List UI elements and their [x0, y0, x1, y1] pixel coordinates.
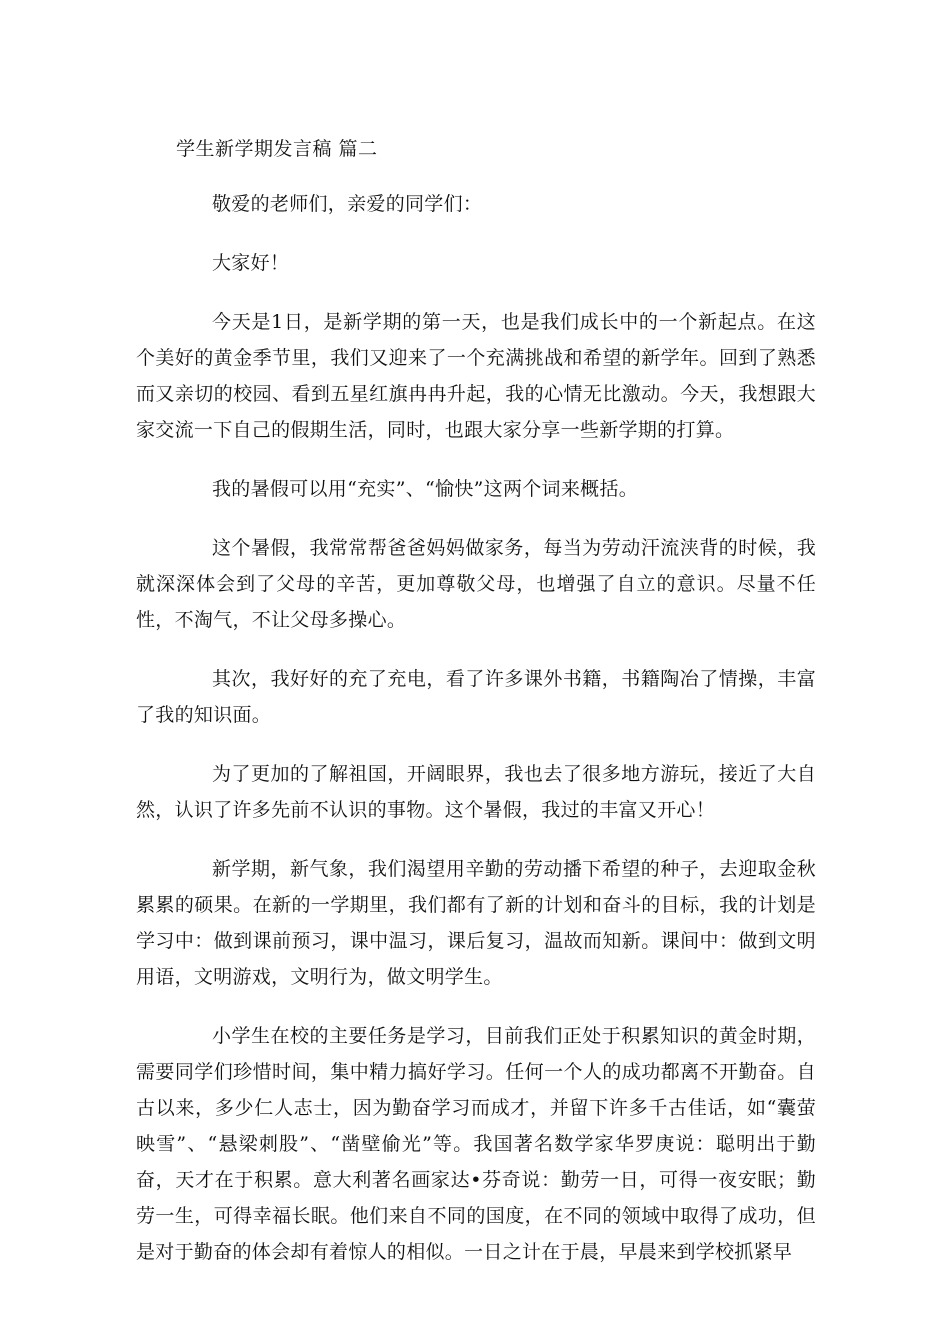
paragraph-plan: 新学期，新气象，我们渴望用辛勤的劳动播下希望的种子，去迎取金秋累累的硕果。在新的一学期里，我们都有了新的计划和奋斗的目标，我的计划是学习中：做到课前预习，课中温习，课后复习，温故而知新。课间中：做到文明用语，文明游戏，文明行为，做文明学生。: [136, 858, 816, 988]
paragraph-reading: 其次，我好好的充了充电，看了许多课外书籍，书籍陶冶了情操，丰富了我的知识面。: [136, 668, 816, 726]
paragraph-travel: 为了更加的了解祖国，开阔眼界，我也去了很多地方游玩，接近了大自然，认识了许多先前不认识的事物。这个暑假，我过的丰富又开心！: [136, 763, 816, 821]
paragraph-hello: 大家好！: [212, 252, 290, 274]
paragraph-new-semester: 今天是1日，是新学期的第一天，也是我们成长中的一个新起点。在这个美好的黄金季节里，我们又迎来了一个充满挑战和希望的新学年。回到了熟悉而又亲切的校园、看到五星红旗冉冉升起，我的心情无比激动。今天，我想跟大家交流一下自己的假期生活，同时，也跟大家分享一些新学期的打算。: [136, 311, 816, 441]
paragraph-greeting: 敬爱的老师们，亲爱的同学们：: [212, 193, 483, 215]
paragraph-diligence: 小学生在校的主要任务是学习，目前我们正处于积累知识的黄金时期，需要同学们珍惜时间，集中精力搞好学习。任何一个人的成功都离不开勤奋。自古以来，多少仁人志士，因为勤奋学习而成才，并留下许多千古佳话，如“囊萤映雪”、“悬梁刺股”、“凿壁偷光”等。我国著名数学家华罗庚说：聪明出于勤奋，天才在于积累。意大利著名画家达•芬奇说：勤劳一日，可得一夜安眠；勤劳一生，可得幸福长眠。他们来自不同的国度，在不同的领域中取得了成功，但是对于勤奋的体会却有着惊人的相似。一日之计在于晨，早晨来到学校抓紧早: [136, 1025, 816, 1263]
paragraph-housework: 这个暑假，我常常帮爸爸妈妈做家务，每当为劳动汗流浃背的时候，我就深深体会到了父母的辛苦，更加尊敬父母，也增强了自立的意识。尽量不任性，不淘气，不让父母多操心。: [136, 537, 816, 631]
document-title: 学生新学期发言稿 篇二: [176, 138, 378, 160]
document-body: [136, 186, 816, 1293]
paragraph-summary: 我的暑假可以用“充实”、“愉快”这两个词来概括。: [212, 478, 639, 500]
